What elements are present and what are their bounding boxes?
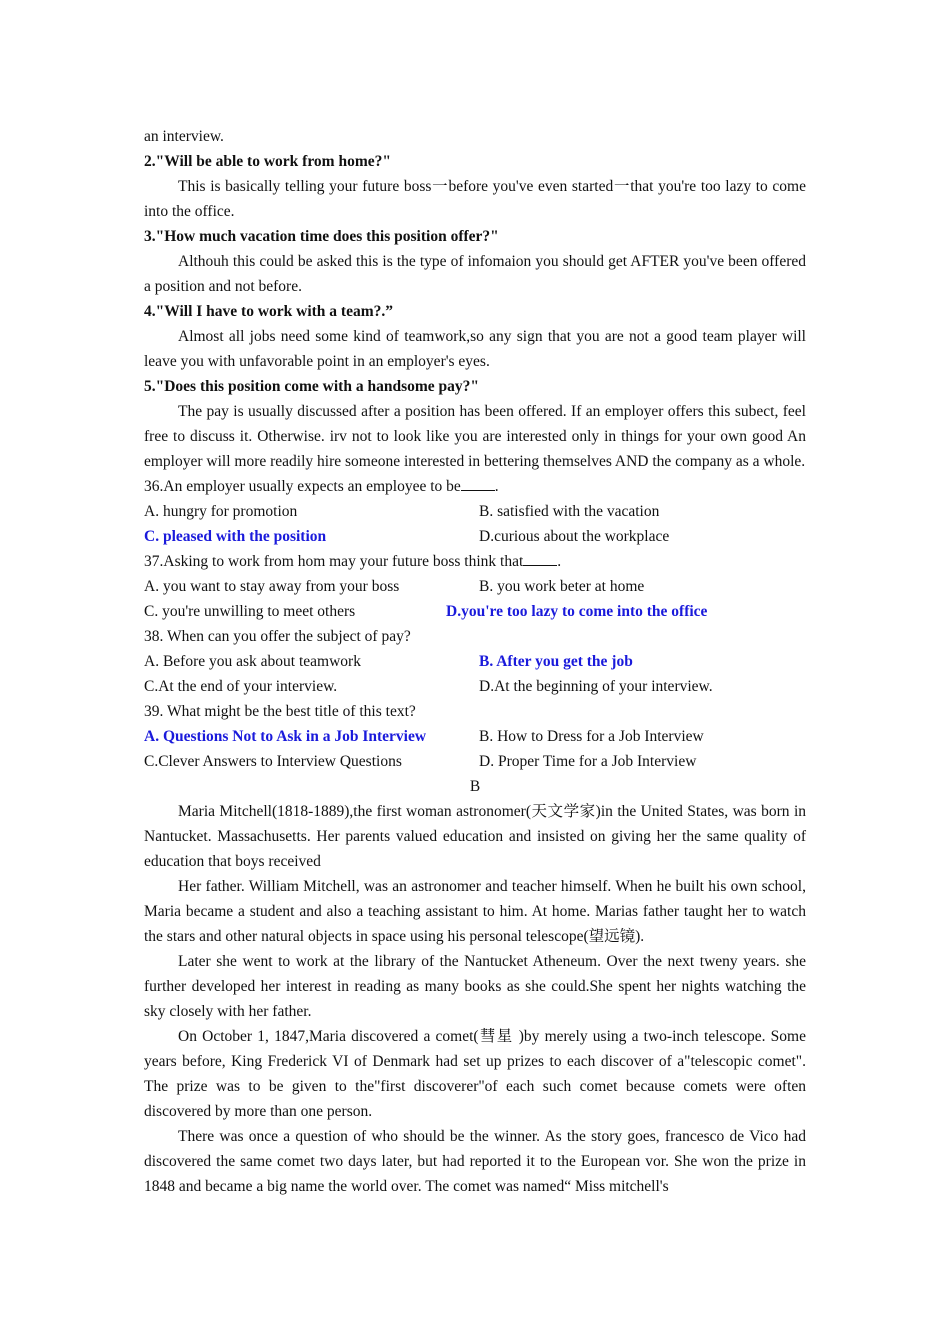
q4-body: Almost all jobs need some kind of teamwork,so any sign that you are not a good team player will leave you with unfavorable point in an employer's eyes. xyxy=(144,328,806,370)
option-c: C.Clever Answers to Interview Questions xyxy=(144,753,402,770)
q5-body: The pay is usually discussed after a position has been offered. If an employer offers this subect, feel free to discuss it. Otherwise. irv not to look like you are interested only in things for your own good An employer will more readily hire someone interested in bettering themselves AND the company as a whole. xyxy=(144,403,806,470)
section-b-paragraph-2: Her father. William Mitchell, was an astronomer and teacher himself. When he built his own school, Maria became a student and also a teaching assistant to him. At home. Marias father taught her to watch the stars and other natural objects in space using his personal telescope(望远镜). xyxy=(144,878,806,945)
option-c-answer: C. pleased with the position xyxy=(144,528,327,545)
question-38-stem: 38. When can you offer the subject of pay? xyxy=(144,628,411,645)
option-d: D.curious about the workplace xyxy=(479,528,670,545)
question-37-options-row-2 xyxy=(144,599,806,624)
option-c: C. you're unwilling to meet others xyxy=(144,603,356,620)
q3-heading: 3."How much vacation time does this position offer?" xyxy=(144,228,499,245)
question-38-options-row-1 xyxy=(144,649,806,674)
option-c: C.At the end of your interview. xyxy=(144,678,338,695)
option-a: A. Before you ask about teamwork xyxy=(144,653,361,670)
answer-blank xyxy=(523,549,557,566)
continuation-text: an interview. xyxy=(144,128,224,145)
question-36-options-row-1 xyxy=(144,499,806,524)
question-39-options-row-2 xyxy=(144,749,806,774)
q3-body: Althouh this could be asked this is the type of infomaion you should get AFTER you've been offered a position and not before. xyxy=(144,253,806,295)
option-b-answer: B. After you get the job xyxy=(479,653,633,670)
q2-heading: 2."Will be able to work from home?" xyxy=(144,153,391,170)
question-37-options-row-1 xyxy=(144,574,806,599)
section-b-paragraph-5: There was once a question of who should be the winner. As the story goes, francesco de Vico had discovered the same comet two days later, but had reported it to the European vor. She won the prize in 1848 and became a big name the world over. The comet was named“ Miss mitchell's xyxy=(144,1128,806,1195)
q5-heading: 5."Does this position come with a handsome pay?" xyxy=(144,378,479,395)
question-36-stem: 36.An employer usually expects an employee to be . xyxy=(144,474,806,499)
option-d: D. Proper Time for a Job Interview xyxy=(479,753,697,770)
question-37-stem: 37.Asking to work from hom may your future boss think that . xyxy=(144,549,806,574)
page-content xyxy=(144,124,806,1199)
option-b: B. How to Dress for a Job Interview xyxy=(479,728,704,745)
question-38-options-row-2 xyxy=(144,674,806,699)
option-a: A. hungry for promotion xyxy=(144,503,298,520)
q4-heading: 4."Will I have to work with a team?.” xyxy=(144,303,393,320)
option-d-answer: D.you're too lazy to come into the office xyxy=(446,603,708,620)
option-a-answer: A. Questions Not to Ask in a Job Interview xyxy=(144,728,427,745)
option-a: A. you want to stay away from your boss xyxy=(144,578,400,595)
question-39-stem: 39. What might be the best title of this text? xyxy=(144,703,416,720)
section-b-paragraph-4: On October 1, 1847,Maria discovered a comet(彗星 )by merely using a two-inch telescope. Some years before, King Frederick VI of Denmark had set up prizes to each discover of a"telescopic comet". The prize was to be given to the"first discoverer"of each such comet because comets were often discovered by more than one person. xyxy=(144,1028,806,1120)
section-b-paragraph-1: Maria Mitchell(1818-1889),the first woman astronomer(天文学家)in the United States, was born in Nantucket. Massachusetts. Her parents valued education and insisted on giving her the same quality of education that boys received xyxy=(144,803,806,870)
option-b: B. satisfied with the vacation xyxy=(479,503,660,520)
section-b-label: B xyxy=(469,778,481,795)
q2-body: This is basically telling your future boss一before you've even started一that you're too lazy to come into the office. xyxy=(144,178,806,220)
question-39-options-row-1 xyxy=(144,724,806,749)
option-b: B. you work beter at home xyxy=(479,578,645,595)
option-d: D.At the beginning of your interview. xyxy=(479,678,713,695)
answer-blank xyxy=(461,474,495,491)
section-b-paragraph-3: Later she went to work at the library of the Nantucket Atheneum. Over the next tweny years. she further developed her interest in reading as many books as she could.She spent her nights watching the sky closely with her father. xyxy=(144,953,806,1020)
question-36-options-row-2 xyxy=(144,524,806,549)
